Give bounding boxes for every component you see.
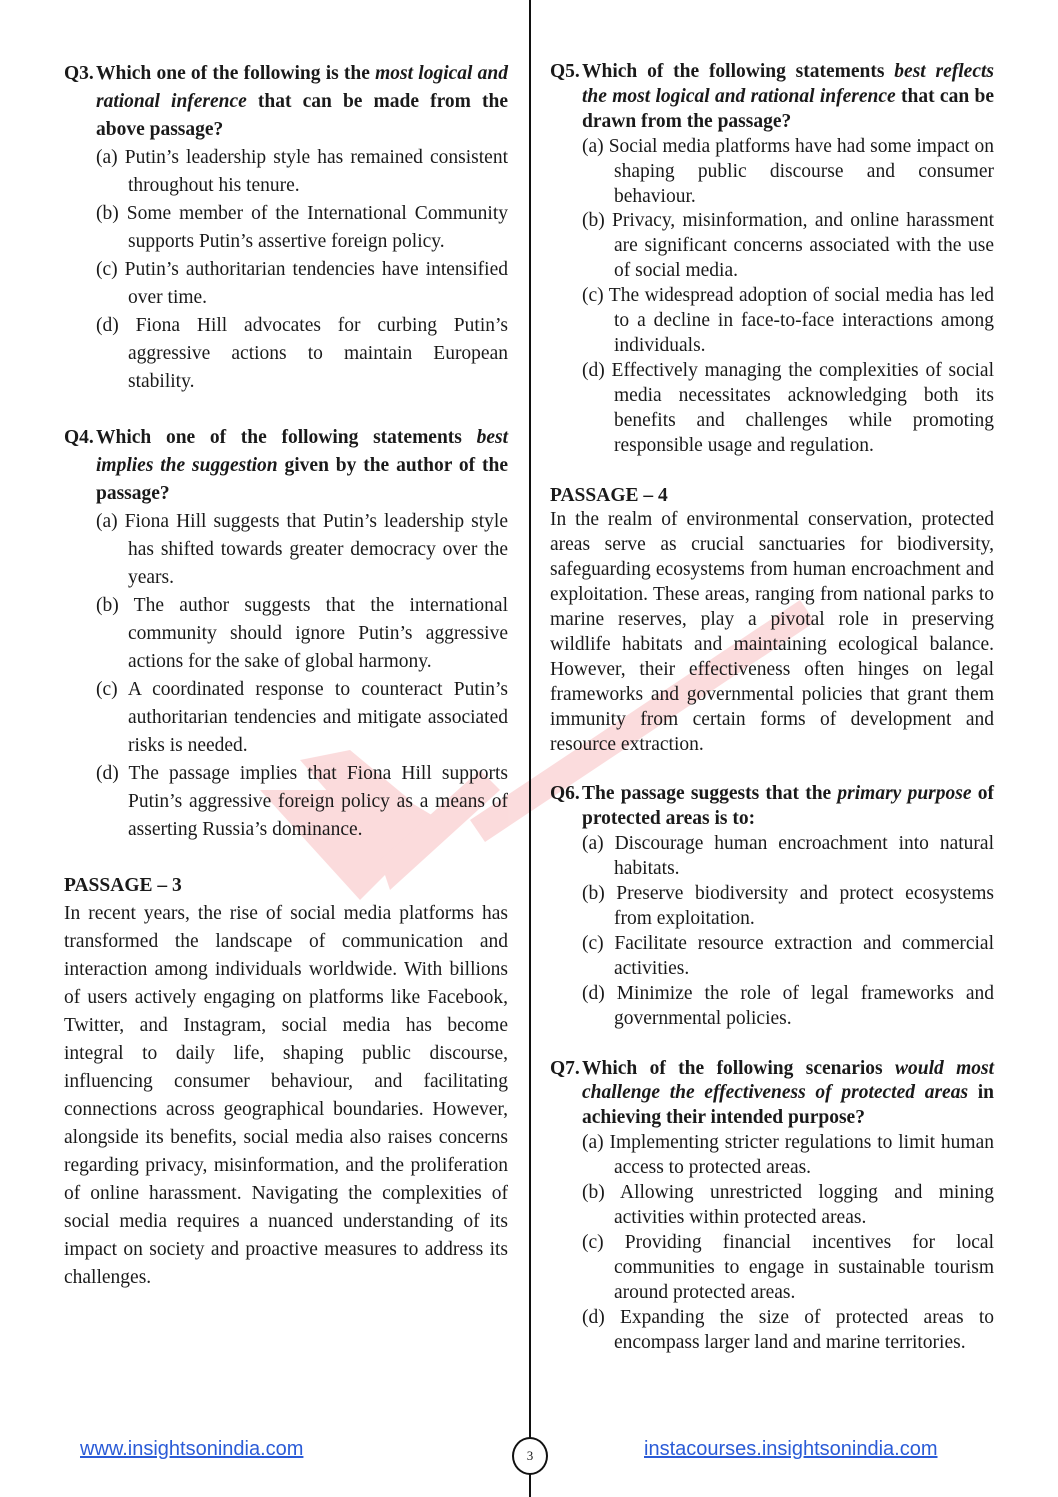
- question-block: [550, 782, 994, 1031]
- question-emphasis: would most challenge the effectiveness of protected areas: [582, 1057, 994, 1104]
- answer-option: (a) Implementing stricter regulations to limit human access to protected areas.: [582, 1132, 994, 1179]
- question-number: Q4.: [64, 427, 94, 448]
- page-number: 3: [512, 1437, 548, 1475]
- question-text-part: Which one of the following statements: [96, 427, 477, 448]
- question-text: [64, 424, 508, 508]
- website-link[interactable]: www.insightsonindia.com: [80, 1438, 304, 1460]
- answer-option: (a) Fiona Hill suggests that Putin’s leadership style has shifted towards greater democracy over the years.: [96, 511, 508, 588]
- question-text-part: The passage suggests that the: [582, 783, 838, 805]
- answer-option: (c) Putin’s authoritarian tendencies have intensified over time.: [96, 259, 508, 308]
- passage-title: PASSAGE – 3: [64, 875, 182, 896]
- question-text-part: that can be made from the above passage?: [96, 91, 508, 140]
- question-text-part: Which one of the following is the: [96, 63, 376, 84]
- question-block: [64, 60, 508, 396]
- question-block: [550, 1057, 994, 1356]
- question-number: Q3.: [64, 63, 94, 84]
- question-text: [550, 1057, 994, 1132]
- passage-block: [64, 872, 508, 1292]
- question-number: Q7.: [550, 1057, 580, 1079]
- courses-link[interactable]: instacourses.insightsonindia.com: [644, 1438, 938, 1460]
- column-divider: [529, 0, 531, 1497]
- answer-option: (d) Expanding the size of protected areas to encompass larger land and marine territories.: [582, 1306, 994, 1353]
- passage-text: In recent years, the rise of social media platforms has transformed the landscape of communication and interaction among individuals worldwide. With billions of users actively engaging on platforms like Facebook, Twitter, and Instagram, social media has become integral to daily life, shaping public discourse, influencing consumer behaviour, and facilitating connections across geographical boundaries. However, alongside its benefits, social media also raises concerns regarding privacy, misinformation, and the proliferation of online harassment. Navigating the complexities of social media requires a nuanced understanding of its impact on society and proactive measures to address its challenges.: [64, 903, 508, 1288]
- question-emphasis: most logical and rational inference: [96, 63, 508, 112]
- passage-title: PASSAGE – 4: [550, 484, 668, 506]
- answer-option: (c) The widespread adoption of social media has led to a decline in face-to-face interactions among individuals.: [582, 285, 994, 356]
- question-text-part: in achieving their intended purpose?: [582, 1082, 995, 1129]
- passage-block: [550, 484, 994, 758]
- answer-option: (a) Discourage human encroachment into natural habitats.: [582, 833, 994, 880]
- answer-option: (a) Putin’s leadership style has remained consistent throughout his tenure.: [96, 147, 508, 196]
- question-number: Q6.: [550, 783, 580, 805]
- answer-option: (b) The author suggests that the international community should ignore Putin’s aggressive actions for the sake of global harmony.: [96, 595, 508, 672]
- answer-option: (c) Facilitate resource extraction and commercial activities.: [582, 932, 994, 979]
- answer-option: (c) Providing financial incentives for local communities to engage in sustainable tourism around protected areas.: [582, 1231, 994, 1303]
- question-text-part: given by the author of the passage?: [96, 455, 508, 504]
- answer-option: (d) Effectively managing the complexities of social media necessitates acknowledging both its benefits and challenges while promoting responsible usage and regulation.: [582, 359, 994, 456]
- right-column: [550, 60, 994, 1380]
- question-text: [64, 60, 508, 144]
- answer-option: (c) A coordinated response to counteract Putin’s authoritarian tendencies and mitigate associated risks is needed.: [96, 679, 508, 756]
- answer-option: (b) Privacy, misinformation, and online harassment are significant concerns associated with the use of social media.: [582, 210, 994, 282]
- answer-option: (a) Social media platforms have had some impact on shaping public discourse and consumer behaviour.: [582, 135, 994, 207]
- answer-option: (d) Minimize the role of legal frameworks and governmental policies.: [582, 982, 994, 1029]
- question-emphasis: primary purpose: [837, 783, 972, 805]
- question-text: [550, 60, 994, 135]
- question-text-part: that can be drawn from the passage?: [582, 85, 994, 132]
- question-emphasis: best implies the suggestion: [96, 427, 508, 476]
- answer-option: (b) Allowing unrestricted logging and mining activities within protected areas.: [582, 1182, 994, 1228]
- question-number: Q5.: [550, 61, 580, 82]
- question-text-part: of protected areas is to:: [582, 783, 994, 830]
- answer-option: (d) Fiona Hill advocates for curbing Putin’s aggressive actions to maintain European stability.: [96, 315, 508, 392]
- answer-option: (d) The passage implies that Fiona Hill supports Putin’s aggressive foreign policy as a means of asserting Russia’s dominance.: [96, 763, 508, 840]
- question-text: [550, 782, 994, 832]
- question-text-part: Which of the following scenarios: [582, 1057, 895, 1079]
- passage-text: In the realm of environmental conservation, protected areas serve as crucial sanctuaries for biodiversity, safeguarding ecosystems from human encroachment and exploitation. These areas, ranging from national parks to marine reserves, play a pivotal role in preserving wildlife habitats and maintaining ecological balance. However, their effectiveness often hinges on legal frameworks and governmental policies that grant them immunity from certain forms of development and resource extraction.: [550, 509, 994, 755]
- question-block: [64, 424, 508, 844]
- question-text-part: Which of the following statements: [582, 61, 895, 82]
- left-column: [64, 60, 508, 1320]
- question-block: [550, 60, 994, 459]
- question-emphasis: best reflects the most logical and rational inference: [582, 61, 994, 107]
- answer-option: (b) Some member of the International Community supports Putin’s assertive foreign policy.: [96, 203, 508, 252]
- answer-option: (b) Preserve biodiversity and protect ecosystems from exploitation.: [582, 883, 994, 929]
